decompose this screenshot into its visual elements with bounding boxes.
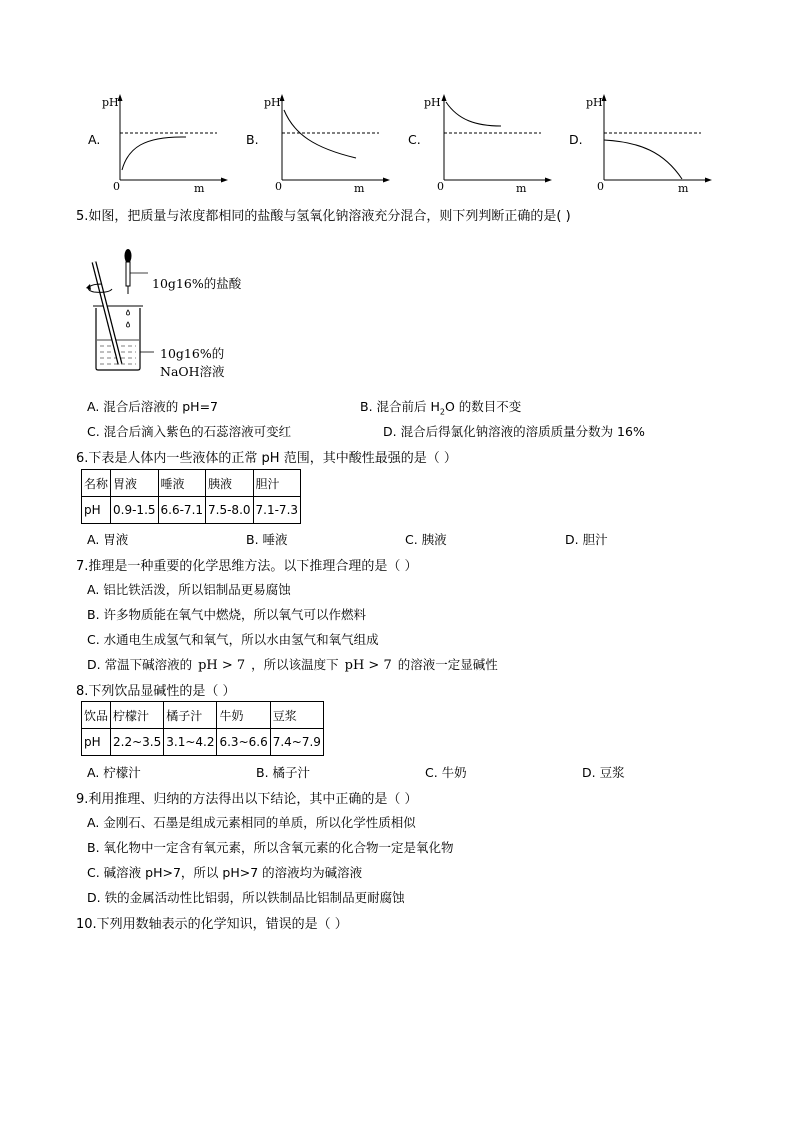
table-cell: 2.2~3.5 <box>111 729 164 756</box>
q7-option-d-pre: D. 常温下碱溶液的 <box>87 657 193 672</box>
fig-acid-label: 10g16%的盐酸 <box>152 276 242 291</box>
q6-option-c[interactable]: C. 胰液 <box>405 532 447 547</box>
q5-option-b[interactable] <box>360 397 521 417</box>
table-cell: 0.9-1.5 <box>111 497 159 524</box>
graph-b-plot <box>244 90 394 195</box>
graph-b <box>244 90 394 195</box>
q5-option-b-pre: B. 混合前后 H <box>360 399 440 414</box>
q7-option-d-math-1: pH > 7 <box>198 658 246 673</box>
q5-figure <box>80 240 280 380</box>
table-row <box>82 702 324 729</box>
q5-option-b-post: O 的数目不变 <box>445 399 522 414</box>
graph-a-xlabel: m <box>194 182 205 195</box>
q8-stem: 8.下列饮品显碱性的是（ ） <box>76 684 236 699</box>
q5-option-b-sub: 2 <box>439 407 445 417</box>
table-row <box>82 470 301 497</box>
fig-base-label-1: 10g16%的 <box>160 346 225 361</box>
q9-option-a[interactable]: A. 金刚石、石墨是组成元素相同的单质，所以化学性质相似 <box>87 815 416 830</box>
q8-option-c[interactable]: C. 牛奶 <box>425 765 467 780</box>
q5-option-d[interactable]: D. 混合后得氯化钠溶液的溶质质量分数为 16% <box>383 424 645 439</box>
q9-option-b[interactable]: B. 氧化物中一定含有氧元素，所以含氧元素的化合物一定是氧化物 <box>87 840 454 855</box>
q5-option-c[interactable]: C. 混合后滴入紫色的石蕊溶液可变红 <box>87 424 292 439</box>
graph-a-origin: 0 <box>113 180 120 193</box>
q9-option-d[interactable]: D. 铁的金属活动性比铝弱，所以铁制品比铝制品更耐腐蚀 <box>87 890 405 905</box>
q7-option-d-math-2: pH > 7 <box>344 658 392 673</box>
q5-stem: 5.如图，把质量与浓度都相同的盐酸与氢氧化钠溶液充分混合，则下列判断正确的是( ) <box>76 209 571 224</box>
graph-d-ylabel: pH <box>586 96 603 109</box>
graph-d-plot <box>566 90 716 195</box>
q8-option-b[interactable]: B. 橘子汁 <box>256 765 311 780</box>
table-cell: pH <box>82 729 111 756</box>
graph-b-origin: 0 <box>275 180 282 193</box>
q8-ph-table <box>81 701 324 756</box>
q7-option-d-post: 的溶液一定显碱性 <box>397 657 498 672</box>
table-cell: 牛奶 <box>217 702 270 729</box>
table-cell: 7.4~7.9 <box>270 729 323 756</box>
table-cell: 3.1~4.2 <box>164 729 217 756</box>
q7-option-c[interactable]: C. 水通电生成氢气和氧气，所以水由氢气和氧气组成 <box>87 632 379 647</box>
fig-base-label-2: NaOH溶液 <box>160 364 225 379</box>
graph-a-plot <box>82 90 232 195</box>
q8-option-a[interactable]: A. 柠檬汁 <box>87 765 141 780</box>
q6-stem: 6.下表是人体内一些液体的正常 pH 范围，其中酸性最强的是（ ） <box>76 451 457 466</box>
table-cell: 胰液 <box>206 470 254 497</box>
table-cell: pH <box>82 497 111 524</box>
table-cell: 胃液 <box>111 470 159 497</box>
graph-b-ylabel: pH <box>264 96 281 109</box>
q7-option-d-mid: ，所以该温度下 <box>251 657 339 672</box>
graph-d-xlabel: m <box>678 182 689 195</box>
graph-c-plot <box>406 90 556 195</box>
table-cell: 名称 <box>82 470 111 497</box>
table-cell: 豆浆 <box>270 702 323 729</box>
table-cell: 7.1-7.3 <box>253 497 301 524</box>
q5-option-a[interactable]: A. 混合后溶液的 pH=7 <box>87 399 219 414</box>
graph-c-origin: 0 <box>437 180 444 193</box>
graph-c-label: C. <box>408 132 421 147</box>
q6-ph-table <box>81 469 301 524</box>
table-cell: 6.3~6.6 <box>217 729 270 756</box>
table-cell: 7.5-8.0 <box>206 497 254 524</box>
table-cell: 唾液 <box>158 470 206 497</box>
graph-a <box>82 90 232 195</box>
graph-d <box>566 90 716 195</box>
graph-d-origin: 0 <box>597 180 604 193</box>
q7-option-a[interactable]: A. 铝比铁活泼，所以铝制品更易腐蚀 <box>87 582 291 597</box>
graph-c-xlabel: m <box>516 182 527 195</box>
q6-option-a[interactable]: A. 胃液 <box>87 532 129 547</box>
q7-option-b[interactable]: B. 许多物质能在氧气中燃烧，所以氧气可以作燃料 <box>87 607 367 622</box>
table-cell: 橘子汁 <box>164 702 217 729</box>
q8-option-d[interactable]: D. 豆浆 <box>582 765 625 780</box>
graph-d-label: D. <box>569 132 583 147</box>
table-cell: 饮品 <box>82 702 111 729</box>
graph-c-ylabel: pH <box>424 96 441 109</box>
table-cell: 胆汁 <box>253 470 301 497</box>
table-cell: 6.6-7.1 <box>158 497 206 524</box>
graph-a-label: A. <box>88 132 101 147</box>
q6-option-b[interactable]: B. 唾液 <box>246 532 288 547</box>
q9-option-c[interactable]: C. 碱溶液 pH>7，所以 pH>7 的溶液均为碱溶液 <box>87 865 363 880</box>
q7-option-d[interactable] <box>87 655 498 673</box>
graph-c <box>406 90 556 195</box>
q10-stem: 10.下列用数轴表示的化学知识，错误的是（ ） <box>76 917 348 932</box>
q7-stem: 7.推理是一种重要的化学思维方法。以下推理合理的是（ ） <box>76 559 418 574</box>
table-row <box>82 497 301 524</box>
q9-stem: 9.利用推理、归纳的方法得出以下结论，其中正确的是（ ） <box>76 792 418 807</box>
graph-b-label: B. <box>246 132 259 147</box>
q6-option-d[interactable]: D. 胆汁 <box>565 532 608 547</box>
graph-a-ylabel: pH <box>102 96 119 109</box>
graph-b-xlabel: m <box>354 182 365 195</box>
table-cell: 柠檬汁 <box>111 702 164 729</box>
table-row <box>82 729 324 756</box>
